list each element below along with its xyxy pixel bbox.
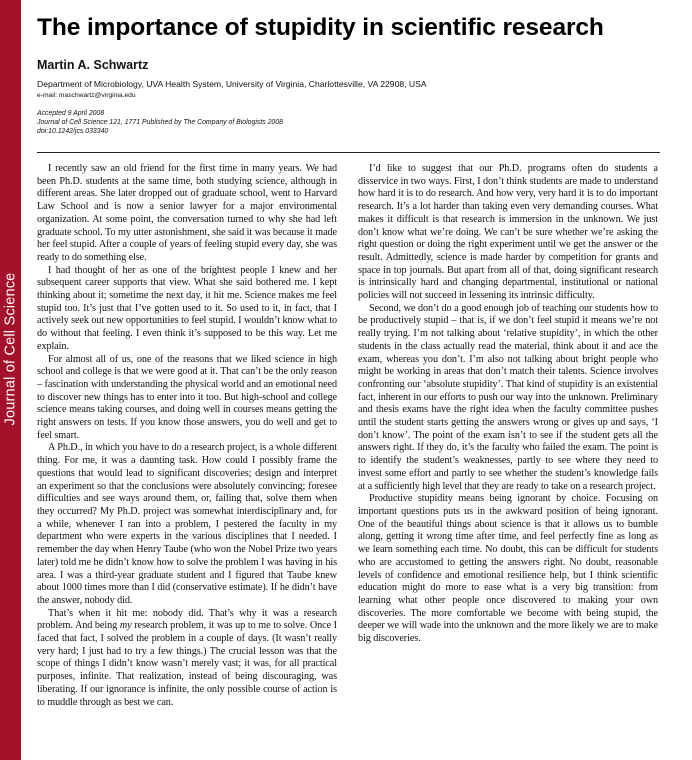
author-email: e-mail: maschwartz@virginia.edu: [37, 92, 136, 99]
article-title: The importance of stupidity in scientific research: [37, 14, 604, 41]
paragraph: I recently saw an old friend for the first time in many years. We had been Ph.D. students at the same time, both studying science, although in different areas. She later dropped out of graduate school, went to Harvard Law School and is now a senior lawyer for a major environmental organization. At some point, the conversation turned to why she had left graduate school. To my utter astonishment, she said it was because it made her feel stupid. After a couple of years of feeling stupid every day, she was ready to do something else.: [37, 163, 337, 263]
paragraph: [37, 608, 337, 710]
doi: doi:10.1242/jcs.033340: [37, 128, 109, 135]
paragraph: I had thought of her as one of the brightest people I knew and her subsequent career supports that view. What she said bothered me. I kept thinking about it; sometime the next day, it hit me. Science makes me feel stupid too. It’s just that I’ve gotten used to it. So used to it, in fact, that I actively seek out new opportunities to feel stupid. I wouldn’t know what to do without that feeling. I even think it’s supposed to be this way. Let me explain.: [37, 264, 337, 352]
text-run: research problem, it was up to me to solve. Once I faced that fact, I solved the problem in a couple of days. (It wasn’t really very hard; I just had to try a few things.) The crucial lesson was that the scope of things I didn’t know wasn’t merely vast; it was, for all practical purposes, infinite. That realization, instead of being discouraging, was liberating. If our ignorance is infinite, the only possible course of action is to muddle through as best we can.: [37, 620, 337, 708]
paragraph: Productive stupidity means being ignorant by choice. Focusing on important questions puts us in the awkward position of being ignorant. One of the beautiful things about science is that it allows us to bumble along, getting it wrong time after time, and feel perfectly fine as long as we learn something each time. No doubt, this can be difficult for students who are accustomed to getting the answers right. No doubt, reasonable levels of confidence and emotional resilience help, but I think scientific education might do more to ease what is a very big transition: from learning what other people once discovered to making your own discoveries. The more comfortable we become with being stupid, the deeper we will wade into the unknown and the more likely we are to make big discoveries.: [358, 493, 658, 645]
author-affiliation: Department of Microbiology, UVA Health System, University of Virginia, Charlottesville, VA 22908, USA: [37, 79, 427, 89]
journal-name: Journal of Cell Science: [2, 272, 19, 426]
article-metadata: [37, 109, 283, 136]
paragraph: I’d like to suggest that our Ph.D. programs often do students a disservice in two ways. First, I don’t think students are made to understand how hard it is to do research. And how very, very hard it is to do important research. It’s a lot harder than taking even very demanding courses. What makes it difficult is that research is immersion in the unknown. We just don’t know what we’re doing. We can’t be sure whether we’re asking the right question or doing the right experiment until we get the answer or the result. Admittedly, science is made harder by competition for grants and space in top journals. But apart from all of that, doing significant research is intrinsically hard and changing departmental, institutional or national policies will not succeed in lessening its intrinsic difficulty.: [358, 163, 658, 302]
paragraph: A Ph.D., in which you have to do a research project, is a whole different thing. For me, it was a daunting task. How could I possibly frame the questions that would lead to significant discoveries; design and interpret an experiment so that the conclusions were absolutely convincing; foresee difficulties and see ways around them, or, failing that, solve them when they occurred? My Ph.D. project was somewhat interdisciplinary and, for a while, whenever I ran into a problem, I pestered the faculty in my department who were experts in the various disciplines that I needed. I remember the day when Henry Taube (who won the Nobel Prize two years later) told me he didn’t know how to solve the problem I was having in his area. I was a third-year graduate student and I figured that Taube knew about 1000 times more than I did (conservative estimate). If he didn’t have the answer, nobody did.: [37, 442, 337, 606]
paragraph: For almost all of us, one of the reasons that we liked science in high school and college is that we were good at it. That can’t be the only reason – fascination with understanding the physical world and an emotional need to discover new things has to enter into it too. But high-school and college science means taking courses, and doing well in courses means getting the right answers on tests. If you know those answers, you do well and get to feel smart.: [37, 353, 337, 441]
paragraph: Second, we don’t do a good enough job of teaching our students how to be productively stupid – that is, if we don’t feel stupid it means we’re not really trying. I’m not talking about ‘relative stupidity’, in which the other students in the class actually read the material, think about it and ace the exam, whereas you don’t. I’m also not talking about bright people who might be working in areas that don’t match their talents. Science involves confronting our ‘absolute stupidity’. That kind of stupidity is an existential fact, inherent in our efforts to push our way into the unknown. Preliminary and thesis exams have the right idea when the faculty committee pushes until the student starts getting the answers wrong or gives up and says, ‘I don’t know’. The point of the exam isn’t to see if the student gets all the answers right. If they do, it’s the faculty who failed the exam. The point is to identify the student’s weaknesses, partly to see where they need to invest some effort and partly to see whether the student’s knowledge fails at a sufficiently high level that they are ready to take on a research project.: [358, 302, 658, 492]
body-column-left: [37, 163, 337, 709]
author-name: Martin A. Schwartz: [37, 58, 149, 72]
accepted-date: Accepted 9 April 2008: [37, 110, 105, 117]
header-divider: [37, 152, 660, 153]
emphasis-my: my: [119, 620, 132, 632]
text-run: That’s when it hit me: nobody did. That’s why it was a research problem. And being: [37, 607, 337, 632]
journal-citation: Journal of Cell Science 121, 1771 Published by The Company of Biologists 2008: [37, 119, 283, 126]
body-column-right: [358, 163, 658, 646]
journal-name-vertical: [0, 0, 21, 760]
